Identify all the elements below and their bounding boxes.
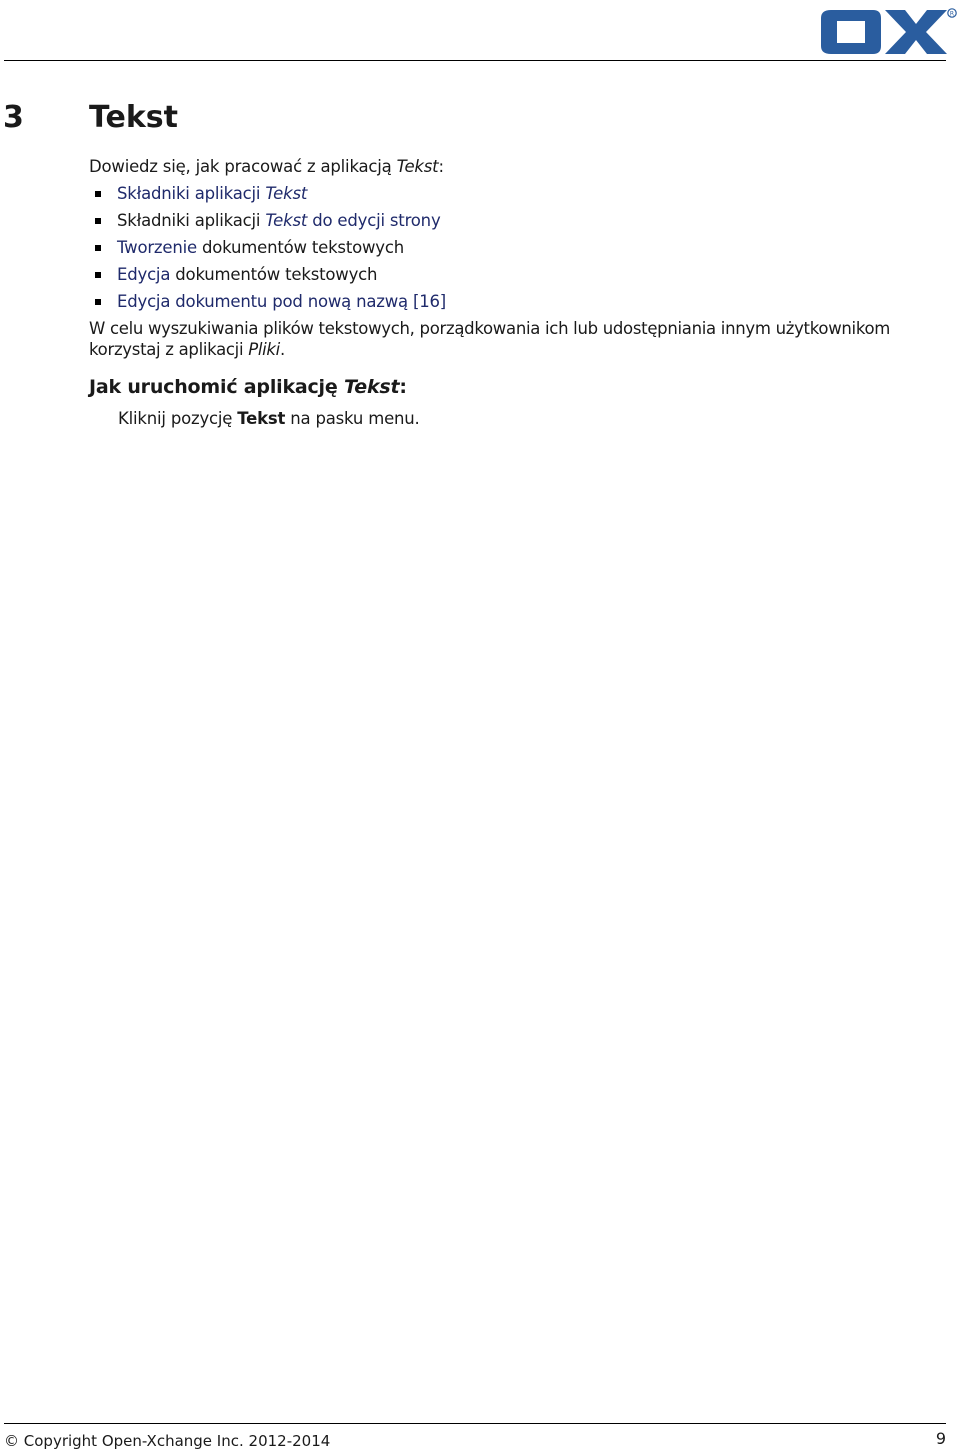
intro-prefix: Dowiedz się, jak pracować z aplikacją [89, 157, 397, 176]
howto-heading-suffix: : [399, 376, 407, 398]
howto-step [89, 402, 949, 432]
topic-link[interactable]: Tworzenie [117, 238, 197, 257]
howto-heading [89, 360, 949, 402]
topic-link[interactable]: do edycji strony [307, 211, 441, 230]
page-number: 9 [935, 1429, 946, 1448]
square-bullet-icon [95, 218, 101, 224]
topic-text: dokumentów tekstowych [196, 238, 404, 257]
square-bullet-icon [95, 299, 101, 305]
chapter-number: 3 [3, 100, 24, 135]
chapter-content [89, 153, 949, 432]
paragraph-suffix: . [279, 340, 285, 359]
list-item[interactable] [89, 180, 949, 207]
footer-rule [4, 1423, 946, 1424]
topic-link-app[interactable]: Tekst [265, 184, 308, 203]
topic-link[interactable]: Edycja [117, 265, 171, 284]
svg-text:R: R [949, 10, 955, 18]
topic-link-app[interactable]: Tekst [265, 211, 308, 230]
footer-copyright: © Copyright Open-Xchange Inc. 2012-2014 [4, 1432, 331, 1450]
chapter-title: Tekst [89, 100, 178, 135]
topic-link[interactable]: Składniki aplikacji [117, 184, 266, 203]
topic-list [89, 180, 949, 315]
body-paragraph [89, 315, 949, 360]
square-bullet-icon [95, 272, 101, 278]
intro-suffix: : [438, 157, 444, 176]
square-bullet-icon [95, 191, 101, 197]
step-prefix: Kliknij pozycję [118, 409, 238, 428]
paragraph-text: W celu wyszukiwania plików tekstowych, porządkowania ich lub udostępniania innym użytkownikom korzystaj z aplikacji [89, 319, 891, 359]
step-suffix: na pasku menu. [285, 409, 420, 428]
intro-app-name: Tekst [396, 157, 439, 176]
paragraph-app-name: Pliki [248, 340, 280, 359]
topic-text: dokumentów tekstowych [170, 265, 378, 284]
howto-heading-prefix: Jak uruchomić aplikację [89, 376, 344, 398]
list-item[interactable] [89, 288, 949, 315]
list-item[interactable] [89, 207, 949, 234]
header-rule [4, 60, 946, 61]
howto-heading-app: Tekst [343, 376, 400, 398]
step-menu-item: Tekst [237, 409, 286, 428]
intro-text [89, 153, 949, 180]
ox-logo [817, 6, 959, 58]
square-bullet-icon [95, 245, 101, 251]
topic-link[interactable]: Edycja dokumentu pod nową nazwą [16] [117, 292, 447, 311]
list-item[interactable] [89, 261, 949, 288]
topic-text: Składniki aplikacji [117, 211, 266, 230]
list-item[interactable] [89, 234, 949, 261]
